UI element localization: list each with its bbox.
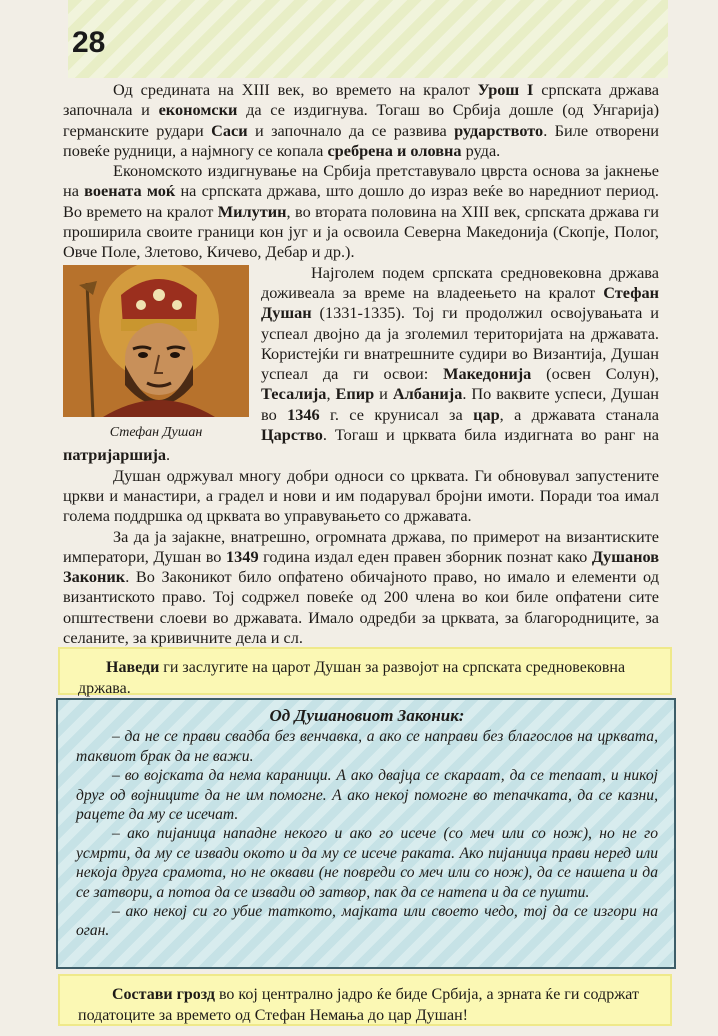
task-box-cluster: Состави грозд во кој централно јадро ќе биде Србија, а зрната ќе ги содржат податоците за времето од Стефан Немања до цар Душан! xyxy=(58,974,672,1026)
excerpt-title: Од Душановиот Законик: xyxy=(269,706,465,725)
paragraph-5: За да ја зајакне, внатрешно, огромната држава, по примерот на византиските императори, Душан во 1349 година издал еден правен зборник познат како Душанов Законик. Во Законикот било опфатено обичајното право, но имало и елементи од византиското право. Тој содржел повеќе од 200 члена во кои биле опфатени сите општествени слоеви во државата. Имало одредби за црквата, за благородниците, за селаните, за кривичните дела и сл. xyxy=(63,526,659,648)
main-text xyxy=(63,80,659,648)
page-number: 28 xyxy=(72,26,106,59)
excerpt-item: – во војската да нема караници. А ако двајца се скараат, да се тепаат, и никој друг од војниците да не им помогне. А ако некој помогне во тепачката, да се казни, рацете да му се исечат. xyxy=(76,767,658,824)
excerpt-item: – да не се прави свадба без венчавка, а ако се направи без благослов на црквата, таквиот брак да не важи. xyxy=(76,728,658,765)
paragraph-4: Душан одржувал многу добри односи со црквата. Ги обновувал запустените цркви и манастири, а градел и нови и им подарувал бројни имоти. Поради тоа имал голема поддршка од црквата во управувањето со државата. xyxy=(63,465,659,526)
excerpt-item: – ако пијаница нападне некого и ако го исече (со меч или со нож), но не го усмрти, да му се извади окото и да му се исече раката. Ако пијаница прави неред или некоја друга срамота, но не оквави (не повреди со меч или со нож), да се нашепа и да се затвори, а потоа да се извади од затвор, пак да се натепа и да се пушти. xyxy=(76,825,658,901)
law-code-excerpt xyxy=(56,698,676,969)
dusan-portrait xyxy=(63,265,249,440)
task-keyword: Наведи xyxy=(106,659,160,676)
header-band xyxy=(68,0,668,78)
task-box-name-merits: Наведи ги заслугите на царот Душан за развојот на српската средновековна држава. xyxy=(58,647,672,695)
paragraph-2: Економското издигнување на Србија претставувало цврста основа за јакнење на воената моќ на српската држава, што дошло до израз веќе во наредниот период. Во времето на кралот Милутин, во втората половина на XIII век, српската држава ги проширила своите граници кон југ и ја освоила Северна Македонија (Скопје, Полог, Овче Поле, Злетово, Кичево, Дебар и др.). xyxy=(63,161,659,262)
task-keyword: Состави грозд xyxy=(112,986,215,1003)
portrait-image xyxy=(63,265,249,417)
paragraph-1: Од средината на XIII век, во времето на кралот Урош I српската држава започнала и економски да се издигнува. Тогаш во Србија дошле (од Унгарија) германските рудари Саси и започнало да се развива рударството. Биле отворени повеќе рудници, а најмногу се копала сребрена и оловна руда. xyxy=(63,80,660,160)
paragraph-3: Најголем подем српската средновековна држава доживеала за време на владеењето на кралот Стефан Душан (1331-1335). Тој ги продолжил освојувањата и успеал двојно да ја зголемил територијата на државата. Користејќи ги внатрешните судири во Византија, Душан успеал да ги освои: Македонија (освен Солун), Тесалија, Епир и Албанија. По ваквите успеси, Душан во 1346 г. се крунисал за цар, а државата станала Царство. Тогаш и црквата била издигната во ранг на патријаршија. xyxy=(63,262,660,465)
excerpt-item: – ако некој си го убие таткото, мајката или своето чедо, тој да се изгори на оган. xyxy=(76,903,658,940)
portrait-caption: Стефан Душан xyxy=(109,424,203,440)
